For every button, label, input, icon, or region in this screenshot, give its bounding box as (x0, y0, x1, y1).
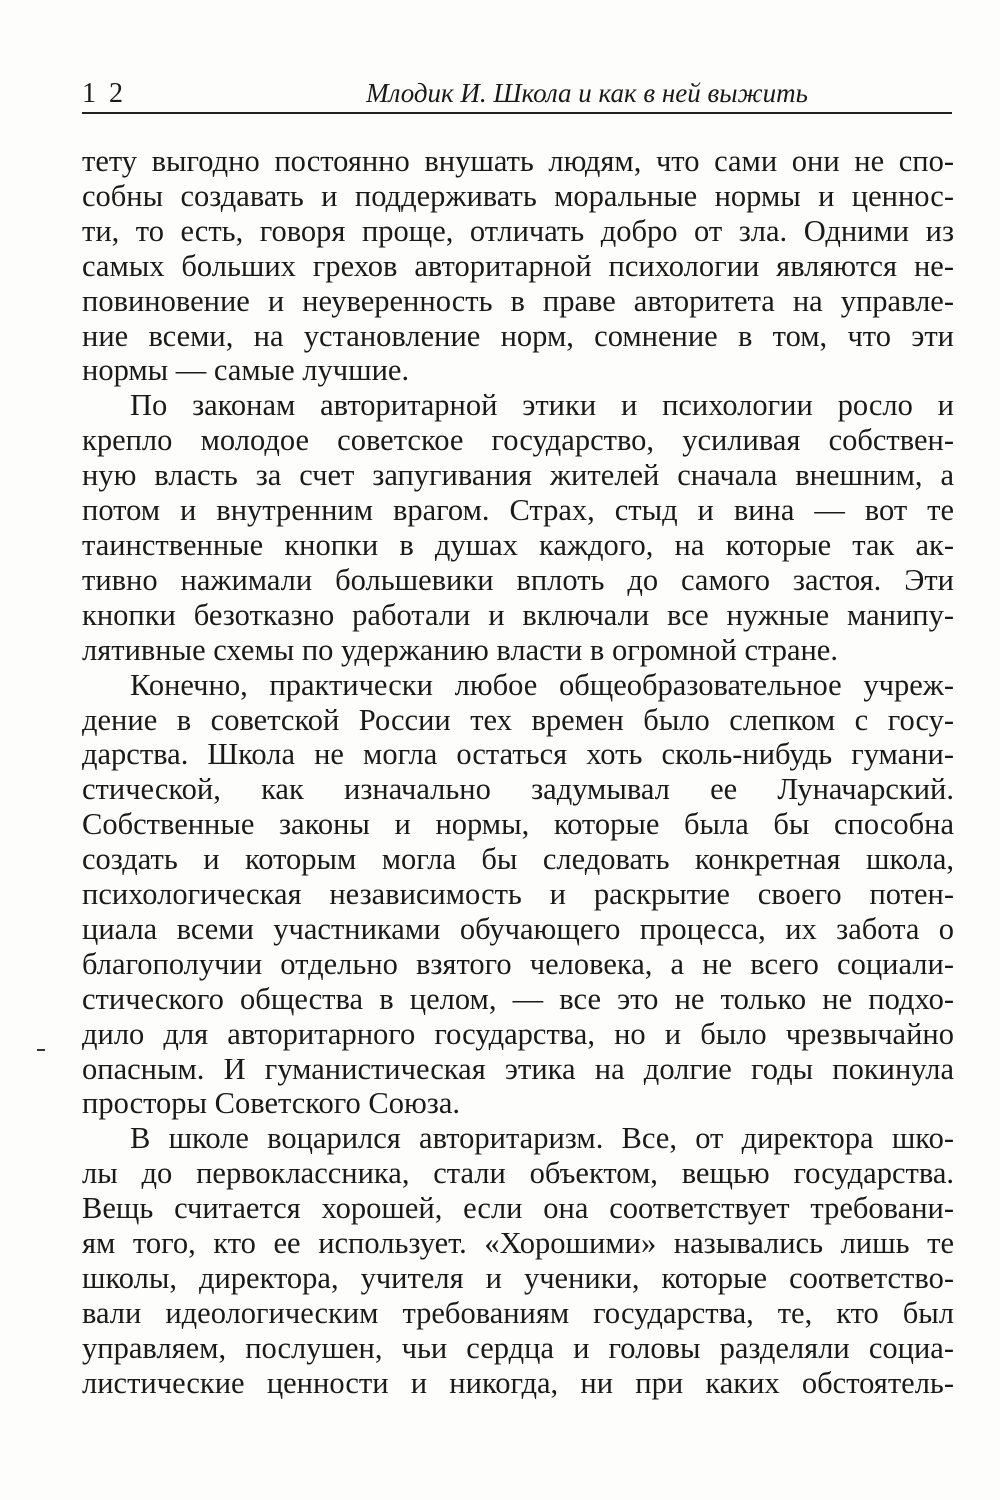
text-line: тету выгодно постоянно внушать людям, что сами они не спо- (82, 144, 954, 178)
text-line: управляем, послушен, чьи сердца и головы разделяли социа- (82, 1330, 954, 1365)
text-line: лятивные схемы по удержанию власти в огромной стране. (82, 632, 838, 667)
text-line: создать и которым могла бы следовать конкретная школа, (82, 842, 954, 877)
paragraph-3 (82, 668, 954, 1122)
text-line: В школе воцарился авторитаризм. Все, от директора шко- (130, 1121, 954, 1156)
text-line: стической, как изначально задумывал ее Луначарский. (82, 772, 954, 807)
paragraph-4 (82, 1121, 954, 1400)
text-line: ям того, кто ее использует. «Хорошими» назывались лишь те (82, 1226, 954, 1261)
paragraph-1 (82, 144, 954, 388)
text-line: ти, то есть, говоря проще, отличать добро от зла. Одними из (82, 213, 954, 248)
margin-mark (37, 1049, 45, 1051)
text-line: школы, директора, учителя и ученики, которые соответство- (82, 1261, 954, 1295)
text-line: ние всеми, на установление норм, сомнение в том, что эти (82, 318, 954, 353)
text-line: дило для авторитарного государства, но и было чрезвычайно (82, 1016, 954, 1051)
text-line: Конечно, практически любое общеобразовательное учреж- (130, 667, 954, 702)
text-line: листические ценности и никогда, ни при каких обстоятель- (82, 1365, 954, 1400)
text-line: опасным. И гуманистическая этика на долгие годы покинула (82, 1051, 954, 1086)
running-title: Млодик И. Школа и как в ней выжить (366, 78, 808, 108)
text-line: По законам авторитарной этики и психологии росло и (130, 388, 954, 423)
body-text (82, 144, 954, 1401)
page-number: 1 2 (82, 78, 126, 109)
text-line: лы до первоклассника, стали объектом, вещью государства. (82, 1156, 954, 1191)
text-line: крепло молодое советское государство, усиливая собствен- (82, 423, 954, 458)
text-line: психологическая независимость и раскрытие своего потен- (82, 877, 954, 912)
text-line: дарства. Школа не могла остаться хоть сколь-нибудь гумани- (82, 737, 954, 772)
text-line: вали идеологическим требованиям государства, те, кто был (82, 1295, 954, 1330)
text-line: нормы — самые лучшие. (82, 353, 410, 388)
text-line: ную власть за счет запугивания жителей сначала внешним, а (82, 458, 954, 493)
text-line: потом и внутренним врагом. Страх, стыд и вина — вот те (82, 493, 954, 528)
text-line: кнопки безотказно работали и включали все нужные манипу- (82, 597, 954, 632)
text-line: Собственные законы и нормы, которые была бы способна (82, 807, 954, 842)
text-line: повиновение и неуверенность в праве авторитета на управле- (82, 283, 954, 318)
text-line: дение в советской России тех времен было слепком с госу- (82, 702, 954, 737)
text-line: просторы Советского Союза. (82, 1086, 460, 1121)
text-line: Вещь считается хорошей, если она соответствует требовани- (82, 1191, 954, 1226)
text-line: самых больших грехов авторитарной психологии являются не- (82, 248, 954, 283)
text-line: благополучии отдельно взятого человека, а не всего социали- (82, 946, 954, 981)
page-header (82, 78, 952, 114)
paragraph-2 (82, 388, 954, 667)
text-line: стического общества в целом, — все это не только не подхо- (82, 981, 954, 1016)
text-line: собны создавать и поддерживать моральные нормы и ценнос- (82, 178, 954, 213)
text-line: циала всеми участниками обучающего процесса, их забота о (82, 911, 954, 946)
text-line: таинственные кнопки в душах каждого, на которые так ак- (82, 527, 954, 562)
text-line: тивно нажимали большевики вплоть до самого застоя. Эти (82, 562, 954, 597)
